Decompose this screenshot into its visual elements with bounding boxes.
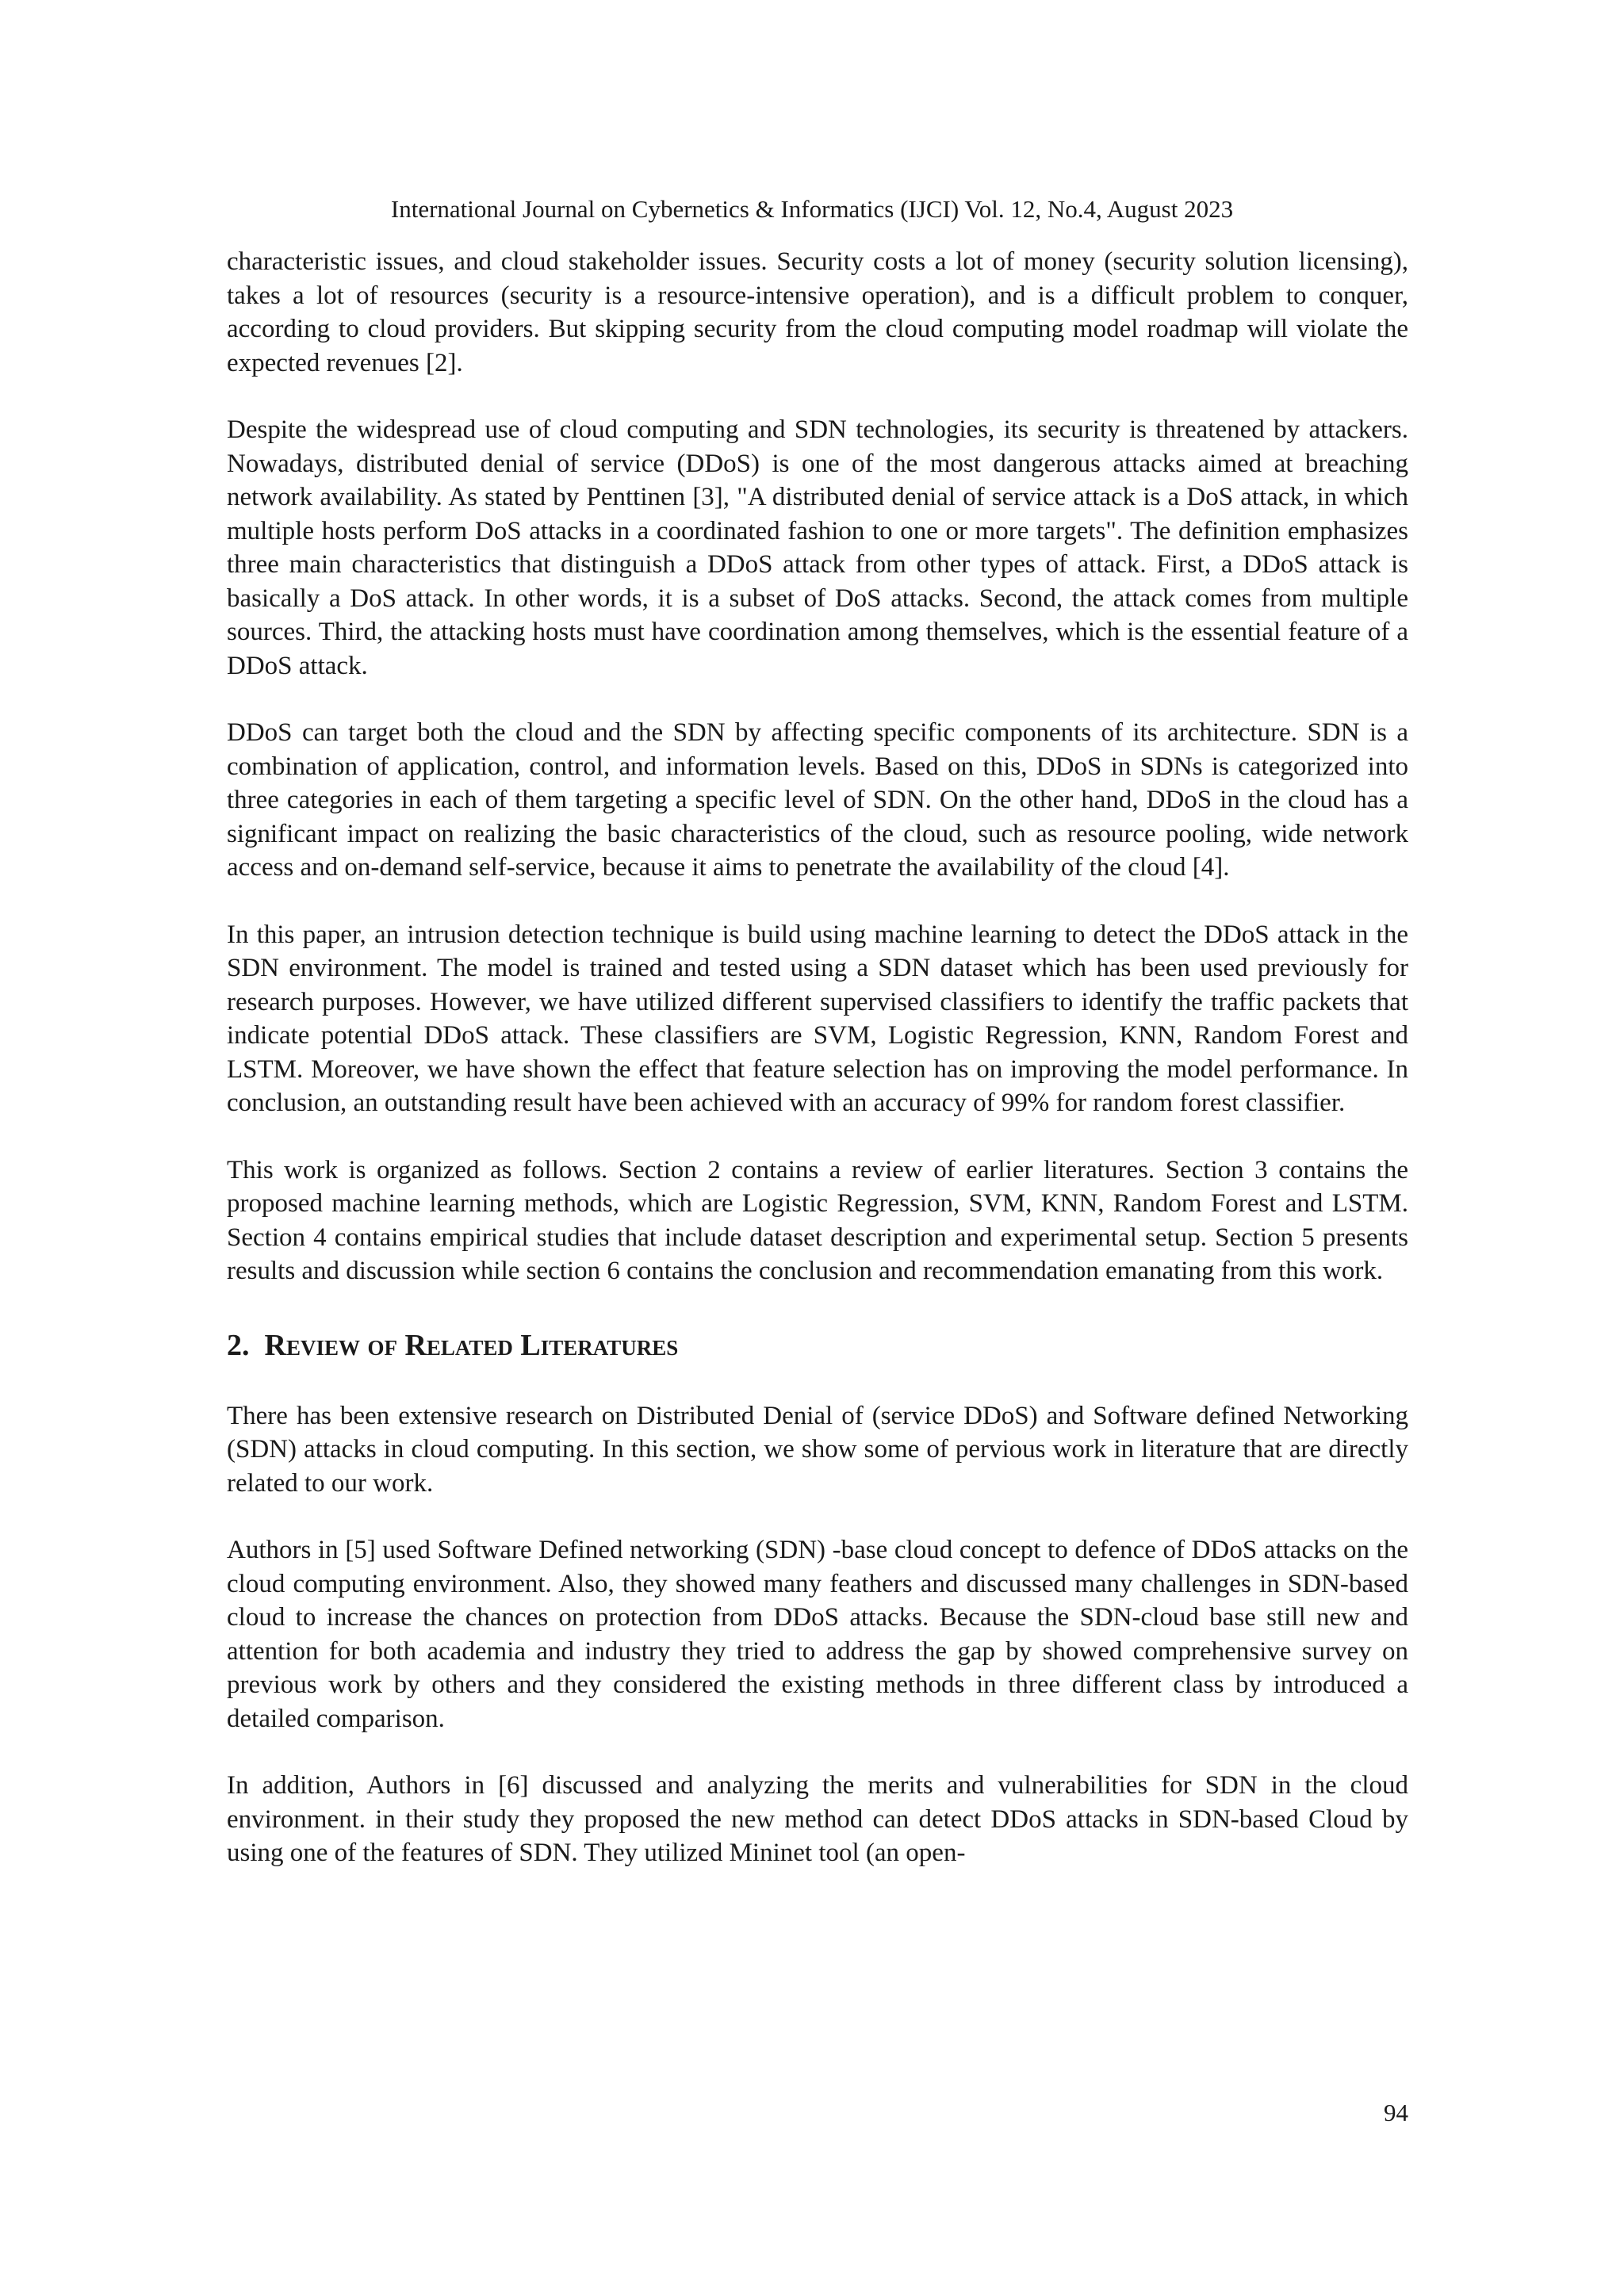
page-number: 94 — [1384, 2099, 1408, 2126]
section-number: 2. — [227, 1328, 250, 1362]
paragraph-organization: This work is organized as follows. Section 2 contains a review of earlier literatures. Section 3 contains the proposed machine learning methods, which are Logistic Regression, SVM, KNN, Random Forest and LSTM. Section 4 contains empirical studies that include dataset description and experimental setup. Section 5 presents results and discussion while section 6 contains the conclusion and recommendation emanating from this work. — [227, 1155, 1408, 1285]
paragraph-security-costs: characteristic issues, and cloud stakeholder issues. Security costs a lot of money (security solution licensing), takes a lot of resources (security is a resource-intensive operation), and is a difficult problem to conquer, according to cloud providers. But skipping security from the cloud computing model roadmap will violate the expected revenues [2]. — [227, 247, 1408, 377]
section-heading — [227, 1326, 1408, 1364]
paragraph-related-intro: There has been extensive research on Distributed Denial of (service DDoS) and Software defined Networking (SDN) attacks in cloud computing. In this section, we show some of pervious work in literature that are directly related to our work. — [227, 1401, 1408, 1498]
paragraph-contribution: In this paper, an intrusion detection technique is build using machine learning to detect the DDoS attack in the SDN environment. The model is trained and tested using a SDN dataset which has been used previously for research purposes. However, we have utilized different supervised classifiers to identify the traffic packets that indicate potential DDoS attack. These classifiers are SVM, Logistic Regression, KNN, Random Forest and LSTM. Moreover, we have shown the effect that feature selection has on improving the model performance. In conclusion, an outstanding result have been achieved with an accuracy of 99% for random forest classifier. — [227, 920, 1408, 1117]
body-text — [227, 245, 1408, 1904]
paragraph-ddos-definition: Despite the widespread use of cloud computing and SDN technologies, its security is threatened by attackers. Nowadays, distributed denial of service (DDoS) is one of the most dangerous attacks aimed at breaching network availability. As stated by Penttinen [3], "A distributed denial of service attack is a DoS attack, in which multiple hosts perform DoS attacks in a coordinated fashion to one or more targets". The definition emphasizes three main characteristics that distinguish a DDoS attack from other types of attack. First, a DDoS attack is basically a DoS attack. In other words, it is a subset of DoS attacks. Second, the attack comes from multiple sources. Third, the attacking hosts must have coordination among themselves, which is the essential feature of a DDoS attack. — [227, 415, 1408, 680]
paragraph-related-ref6: In addition, Authors in [6] discussed and analyzing the merits and vulnerabilities for SDN in the cloud environment. in their study they proposed the new method can detect DDoS attacks in SDN-based Cloud by using one of the features of SDN. They utilized Mininet tool (an open- — [227, 1771, 1408, 1867]
paragraph-ddos-targets: DDoS can target both the cloud and the SDN by affecting specific components of its architecture. SDN is a combination of application, control, and information levels. Based on this, DDoS in SDNs is categorized into three categories in each of them targeting a specific level of SDN. On the other hand, DDoS in the cloud has a significant impact on realizing the basic characteristics of the cloud, such as resource pooling, wide network access and on-demand self-service, because it aims to penetrate the availability of the cloud [4]. — [227, 718, 1408, 882]
section-title: Review of Related Literatures — [264, 1328, 679, 1362]
paragraph-related-ref5: Authors in [5] used Software Defined networking (SDN) -base cloud concept to defence of DDoS attacks on the cloud computing environment. Also, they showed many feathers and discussed many challenges in SDN-based cloud to increase the chances on protection from DDoS attacks. Because the SDN-cloud base still new and attention for both academia and industry they tried to address the gap by showed comprehensive survey on previous work by others and they considered the existing methods in three different class by introduced a detailed comparison. — [227, 1536, 1408, 1733]
running-header: International Journal on Cybernetics & Informatics (IJCI) Vol. 12, No.4, August 2023 — [390, 195, 1234, 223]
